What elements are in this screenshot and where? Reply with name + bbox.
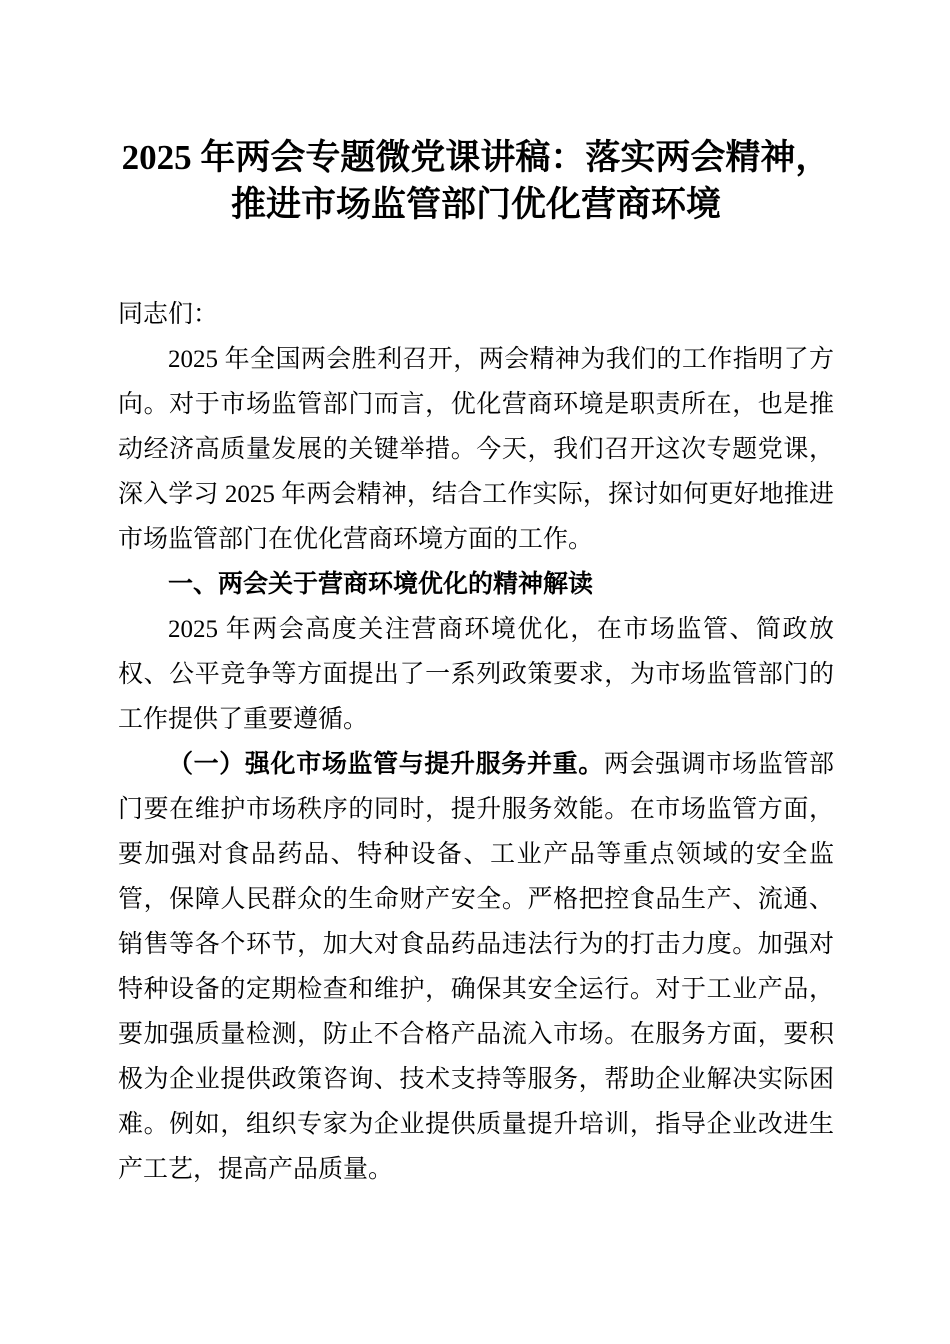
document-title-line-2: 推进市场监管部门优化营商环境 — [230, 185, 721, 224]
paragraph-sub1-lead: （一）强化市场监管与提升服务并重。 — [168, 751, 604, 778]
document-title — [118, 134, 834, 228]
section-heading-1: 一、两会关于营商环境优化的精神解读 — [168, 570, 594, 598]
greeting-line: 同志们： — [118, 301, 219, 328]
paragraph-sub1 — [118, 742, 834, 1192]
paragraph-section1-intro: 2025 年两会高度关注营商环境优化，在市场监管、简政放权、公平竞争等方面提出了一系列政策要求，为市场监管部门的工作提供了重要遵循。 — [118, 616, 834, 733]
paragraph-sub1-body: 两会强调市场监管部门要在维护市场秩序的同时，提升服务效能。在市场监管方面，要加强对食品药品、特种设备、工业产品等重点领域的安全监管，保障人民群众的生命财产安全。严格把控食品生产、流通、销售等各个环节，加大对食品药品违法行为的打击力度。加强对特种设备的定期检查和维护，确保其安全运行。对于工业产品，要加强质量检测，防止不合格产品流入市场。在服务方面，要积极为企业提供政策咨询、技术支持等服务，帮助企业解决实际困难。例如，组织专家为企业提供质量提升培训，指导企业改进生产工艺，提高产品质量。 — [118, 751, 834, 1183]
document-title-line-1: 2025 年两会专题微党课讲稿：落实两会精神， — [121, 138, 831, 177]
document-content — [118, 134, 834, 1192]
paragraph-intro: 2025 年全国两会胜利召开，两会精神为我们的工作指明了方向。对于市场监管部门而言，优化营商环境是职责所在，也是推动经济高质量发展的关键举措。今天，我们召开这次专题党课，深入学习 2025 年两会精神，结合工作实际，探讨如何更好地推进市场监管部门在优化营商环境方面的工作。 — [118, 346, 834, 553]
